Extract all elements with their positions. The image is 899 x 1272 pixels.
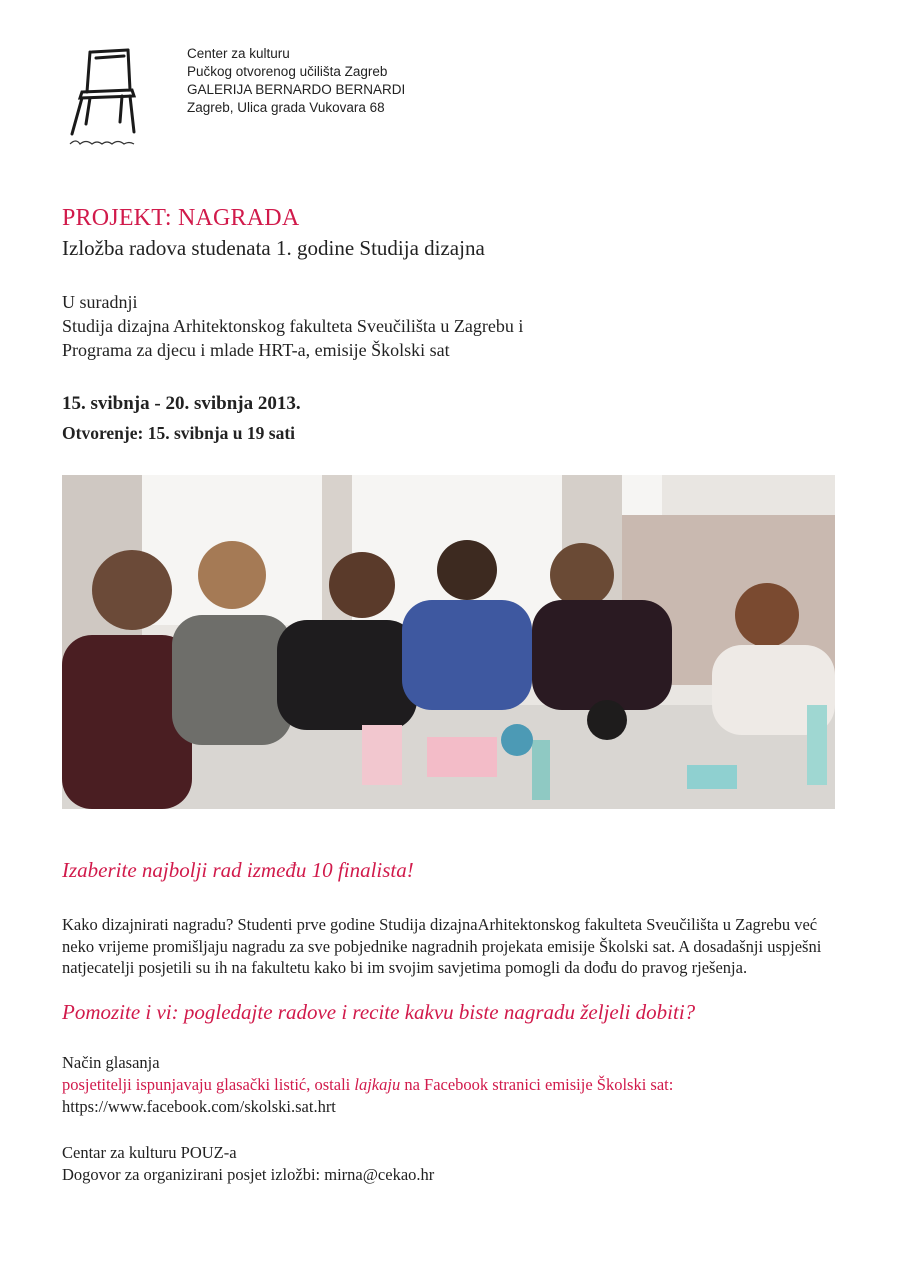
institution-line: Pučkog otvorenog učilišta Zagreb bbox=[187, 64, 388, 79]
voting-label: Način glasanja bbox=[62, 1053, 160, 1072]
institution-address bbox=[187, 45, 405, 117]
voting-text-part1: posjetitelji ispunjavaju glasački listić, ostali bbox=[62, 1075, 355, 1094]
collaboration-line: Programa za djecu i mlade HRT-a, emisije Školski sat bbox=[62, 340, 450, 360]
institution-line: Zagreb, Ulica grada Vukovara 68 bbox=[187, 100, 385, 115]
page-subtitle: Izložba radova studenata 1. godine Studija dizajna bbox=[62, 236, 485, 260]
voting-instructions bbox=[62, 1074, 673, 1096]
voting-text-italic: lajkaju bbox=[354, 1075, 401, 1094]
collaboration-line: Studija dizajna Arhitektonskog fakulteta Sveučilišta u Zagrebu i bbox=[62, 316, 524, 336]
institution-line: Center za kulturu bbox=[187, 46, 290, 61]
facebook-link[interactable]: https://www.facebook.com/skolski.sat.hrt bbox=[62, 1097, 336, 1116]
institution-line: GALERIJA BERNARDO BERNARDI bbox=[187, 82, 406, 97]
contact-visit: Dogovor za organizirani posjet izložbi: mirna@cekao.hr bbox=[62, 1165, 435, 1184]
contact-center: Centar za kulturu POUZ-a bbox=[62, 1143, 237, 1162]
choose-finalist-heading: Izaberite najbolji rad između 10 finalista! bbox=[62, 858, 414, 882]
exhibition-dates: 15. svibnja - 20. svibnja 2013. bbox=[62, 393, 301, 414]
contact-block bbox=[62, 1142, 434, 1186]
voting-block bbox=[62, 1052, 673, 1118]
photo-students-at-table bbox=[62, 475, 835, 809]
opening-time: Otvorenje: 15. svibnja u 19 sati bbox=[62, 423, 296, 443]
chair-logo bbox=[60, 44, 160, 154]
collaboration-line: U suradnji bbox=[62, 292, 138, 312]
collaboration-block bbox=[62, 290, 523, 362]
voting-text-part2: na Facebook stranici emisije Školski sat: bbox=[400, 1075, 674, 1094]
description-paragraph: Kako dizajnirati nagradu? Studenti prve godine Studija dizajnaArhitektonskog fakulteta Sveučilišta u Zagrebu već neko vrijeme promišljaju nagradu za sve pobjednike nagradnih projekata emisije Školski sat. A dosadašnji uspješni natjecatelji posjetili su ih na fakultetu kako bi im svojim savjetima pomogli da dođu do pravog rješenja. bbox=[62, 915, 822, 977]
page-title: PROJEKT: NAGRADA bbox=[62, 205, 300, 231]
help-heading: Pomozite i vi: pogledajte radove i recite kakvu biste nagradu željeli dobiti? bbox=[62, 1000, 696, 1024]
